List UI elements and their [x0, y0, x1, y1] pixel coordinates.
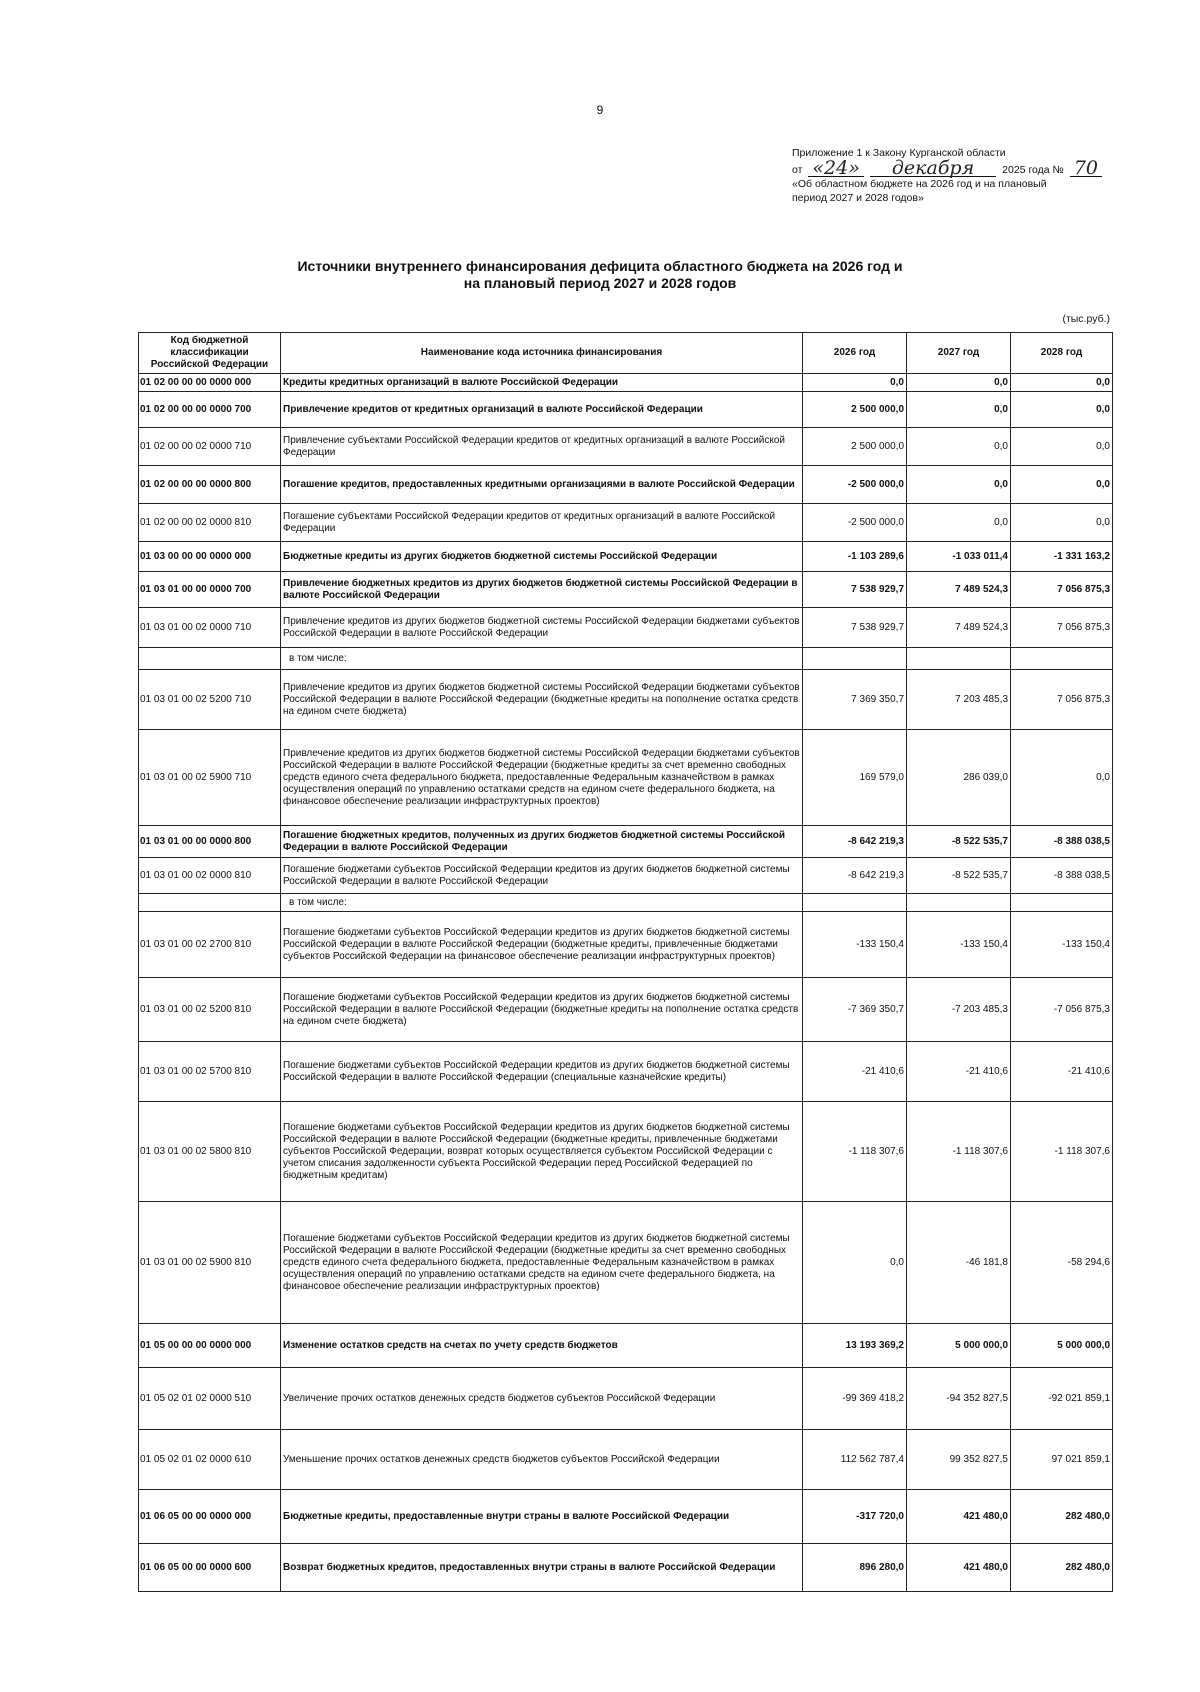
row-name: Изменение остатков средств на счетах по учету средств бюджетов [281, 1324, 803, 1368]
row-2026: -2 500 000,0 [803, 466, 907, 504]
row-code: 01 03 01 00 02 5200 710 [139, 670, 281, 730]
row-2028: -1 331 163,2 [1011, 542, 1113, 572]
row-2028 [1011, 894, 1113, 912]
row-code: 01 03 01 00 02 5900 810 [139, 1202, 281, 1324]
header-2027: 2027 год [907, 333, 1011, 374]
row-name: Кредиты кредитных организаций в валюте Российской Федерации [281, 374, 803, 392]
row-2027: -7 203 485,3 [907, 978, 1011, 1042]
row-name: Погашение бюджетами субъектов Российской Федерации кредитов из других бюджетов бюджетной системы Российской Федерации в валюте Российской Федерации (бюджетные кредиты, привлеченные бюджетами субъектов Российской Федерации на финансовое обеспечение реализации инфраструктурных проектов) [281, 912, 803, 978]
table-row [139, 1324, 1113, 1368]
row-code: 01 03 01 00 02 2700 810 [139, 912, 281, 978]
row-2028: 282 480,0 [1011, 1544, 1113, 1592]
row-2028 [1011, 648, 1113, 670]
row-code: 01 02 00 00 02 0000 710 [139, 428, 281, 466]
table-row [139, 1430, 1113, 1490]
table-row [139, 1202, 1113, 1324]
table-row [139, 1042, 1113, 1102]
row-2028: -8 388 038,5 [1011, 858, 1113, 894]
appendix-line-1: Приложение 1 к Закону Курганской области [792, 147, 1006, 159]
row-2026: -2 500 000,0 [803, 504, 907, 542]
table-row [139, 912, 1113, 978]
row-name: Привлечение кредитов от кредитных организаций в валюте Российской Федерации [281, 392, 803, 428]
row-2027: -1 118 307,6 [907, 1102, 1011, 1202]
row-2026 [803, 648, 907, 670]
row-2028: 0,0 [1011, 374, 1113, 392]
row-2027: 7 489 524,3 [907, 608, 1011, 648]
row-code: 01 03 01 00 02 5800 810 [139, 1102, 281, 1202]
row-name: Погашение кредитов, предоставленных кредитными организациями в валюте Российской Федерации [281, 466, 803, 504]
table-row [139, 542, 1113, 572]
row-name: Погашение бюджетных кредитов, полученных из других бюджетов бюджетной системы Российской Федерации в валюте Российской Федерации [281, 826, 803, 858]
row-2028: -133 150,4 [1011, 912, 1113, 978]
row-2026: -8 642 219,3 [803, 858, 907, 894]
table-row [139, 608, 1113, 648]
appendix-line-4: период 2027 и 2028 годов» [792, 192, 924, 204]
row-2027: 0,0 [907, 504, 1011, 542]
row-code: 01 03 01 00 00 0000 800 [139, 826, 281, 858]
row-2027: -46 181,8 [907, 1202, 1011, 1324]
row-2027: 0,0 [907, 428, 1011, 466]
row-2027 [907, 894, 1011, 912]
row-name: Привлечение кредитов из других бюджетов бюджетной системы Российской Федерации бюджетами субъектов Российской Федерации в валюте Российской Федерации (бюджетные кредиты за счет временно свободных средств единого счета федерального бюджета, предоставленные Федеральным казначейством в рамках осуществления операций по управлению остатками средств на едином счете федерального бюджета, на финансовое обеспечение реализации инфраструктурных проектов) [281, 730, 803, 826]
row-2026: 13 193 369,2 [803, 1324, 907, 1368]
header-code: Код бюджетной классификации Российской Федерации [139, 333, 281, 374]
row-2027: -1 033 011,4 [907, 542, 1011, 572]
row-name: Привлечение кредитов из других бюджетов бюджетной системы Российской Федерации бюджетами субъектов Российской Федерации в валюте Российской Федерации [281, 608, 803, 648]
table-row [139, 504, 1113, 542]
row-2028: -21 410,6 [1011, 1042, 1113, 1102]
row-name: Погашение бюджетами субъектов Российской Федерации кредитов из других бюджетов бюджетной системы Российской Федерации в валюте Российской Федерации [281, 858, 803, 894]
row-2027: 99 352 827,5 [907, 1430, 1011, 1490]
row-2028: 0,0 [1011, 392, 1113, 428]
row-2026: 7 538 929,7 [803, 608, 907, 648]
row-code [139, 894, 281, 912]
row-2026: -7 369 350,7 [803, 978, 907, 1042]
row-code: 01 06 05 00 00 0000 600 [139, 1544, 281, 1592]
row-2027: -8 522 535,7 [907, 826, 1011, 858]
row-name: в том числе: [281, 894, 803, 912]
table-row [139, 392, 1113, 428]
row-name: Погашение бюджетами субъектов Российской Федерации кредитов из других бюджетов бюджетной системы Российской Федерации в валюте Российской Федерации (бюджетные кредиты за счет временно свободных средств единого счета федерального бюджета, предоставленные Федеральным казначейством в рамках осуществления операций по управлению остатками средств на едином счете федерального бюджета, на финансовое обеспечение реализации инфраструктурных проектов) [281, 1202, 803, 1324]
handwritten-day: «24» [808, 160, 863, 177]
row-2028: 7 056 875,3 [1011, 608, 1113, 648]
row-2028: 0,0 [1011, 504, 1113, 542]
row-2026: 7 538 929,7 [803, 572, 907, 608]
row-2028: 282 480,0 [1011, 1490, 1113, 1544]
row-name: Погашение бюджетами субъектов Российской Федерации кредитов из других бюджетов бюджетной системы Российской Федерации в валюте Российской Федерации (бюджетные кредиты, привлеченные бюджетами субъектов Российской Федерации, возврат которых осуществляется субъектом Российской Федерации с учетом списания задолженности субъекта Российской Федерации перед Российской Федерацией по бюджетным кредитам) [281, 1102, 803, 1202]
row-2026: -133 150,4 [803, 912, 907, 978]
row-2026: 896 280,0 [803, 1544, 907, 1592]
row-code: 01 02 00 00 02 0000 810 [139, 504, 281, 542]
row-2027: 7 489 524,3 [907, 572, 1011, 608]
table-row [139, 374, 1113, 392]
title-line-2: на плановый период 2027 и 2028 годов [463, 275, 737, 291]
table-row [139, 978, 1113, 1042]
table-row [139, 826, 1113, 858]
row-2028: 0,0 [1011, 730, 1113, 826]
row-2026: -317 720,0 [803, 1490, 907, 1544]
table-row [139, 730, 1113, 826]
row-2027: 421 480,0 [907, 1490, 1011, 1544]
row-name: Уменьшение прочих остатков денежных средств бюджетов субъектов Российской Федерации [281, 1430, 803, 1490]
row-2028: -1 118 307,6 [1011, 1102, 1113, 1202]
units-label: (тыс.руб.) [1062, 313, 1110, 325]
row-2026: -21 410,6 [803, 1042, 907, 1102]
row-name: Привлечение бюджетных кредитов из других бюджетов бюджетной системы Российской Федерации в валюте Российской Федерации [281, 572, 803, 608]
row-2028: 7 056 875,3 [1011, 572, 1113, 608]
row-2026: -1 118 307,6 [803, 1102, 907, 1202]
row-code: 01 02 00 00 00 0000 000 [139, 374, 281, 392]
row-2027: -8 522 535,7 [907, 858, 1011, 894]
row-2028: -8 388 038,5 [1011, 826, 1113, 858]
row-code: 01 06 05 00 00 0000 000 [139, 1490, 281, 1544]
row-2028: -7 056 875,3 [1011, 978, 1113, 1042]
row-2027: 0,0 [907, 374, 1011, 392]
row-2026: 7 369 350,7 [803, 670, 907, 730]
table-row [139, 858, 1113, 894]
row-2026: -1 103 289,6 [803, 542, 907, 572]
header-2028: 2028 год [1011, 333, 1113, 374]
row-2026: 2 500 000,0 [803, 428, 907, 466]
row-2027: 0,0 [907, 466, 1011, 504]
appendix-date-line [792, 157, 1152, 179]
row-2028: 5 000 000,0 [1011, 1324, 1113, 1368]
row-code: 01 03 00 00 00 0000 000 [139, 542, 281, 572]
row-name: Погашение бюджетами субъектов Российской Федерации кредитов из других бюджетов бюджетной системы Российской Федерации в валюте Российской Федерации (специальные казначейские кредиты) [281, 1042, 803, 1102]
appendix-year: 2025 года № [1002, 164, 1064, 176]
table-row [139, 670, 1113, 730]
row-2027: -94 352 827,5 [907, 1368, 1011, 1430]
row-2026: 112 562 787,4 [803, 1430, 907, 1490]
table-row [139, 572, 1113, 608]
title-line-1: Источники внутреннего финансирования дефицита областного бюджета на 2026 год и [297, 258, 903, 274]
row-2026: 0,0 [803, 1202, 907, 1324]
row-2028: 0,0 [1011, 428, 1113, 466]
table-row-including [139, 894, 1113, 912]
appendix-header [792, 146, 1152, 205]
row-2026: 169 579,0 [803, 730, 907, 826]
row-2028: 0,0 [1011, 466, 1113, 504]
row-name: Привлечение кредитов из других бюджетов бюджетной системы Российской Федерации бюджетами субъектов Российской Федерации в валюте Российской Федерации (бюджетные кредиты на пополнение остатка средств на едином счете бюджета) [281, 670, 803, 730]
row-2027: 5 000 000,0 [907, 1324, 1011, 1368]
table-row [139, 1368, 1113, 1430]
row-2028: -92 021 859,1 [1011, 1368, 1113, 1430]
row-name: Бюджетные кредиты из других бюджетов бюджетной системы Российской Федерации [281, 542, 803, 572]
table-row [139, 428, 1113, 466]
row-code: 01 02 00 00 00 0000 800 [139, 466, 281, 504]
page-number: 9 [596, 103, 604, 117]
table-row-including [139, 648, 1113, 670]
row-2026 [803, 894, 907, 912]
appendix-line-3: «Об областном бюджете на 2026 год и на плановый [792, 178, 1047, 190]
row-2027: 421 480,0 [907, 1544, 1011, 1592]
row-code [139, 648, 281, 670]
row-code: 01 03 01 00 00 0000 700 [139, 572, 281, 608]
row-name: Погашение бюджетами субъектов Российской Федерации кредитов из других бюджетов бюджетной системы Российской Федерации в валюте Российской Федерации (бюджетные кредиты на пополнение остатка средств на едином счете бюджета) [281, 978, 803, 1042]
row-code: 01 03 01 00 02 0000 710 [139, 608, 281, 648]
document-title [160, 258, 1040, 292]
row-2026: 2 500 000,0 [803, 392, 907, 428]
row-name: Увеличение прочих остатков денежных средств бюджетов субъектов Российской Федерации [281, 1368, 803, 1430]
row-2027 [907, 648, 1011, 670]
row-2027: -21 410,6 [907, 1042, 1011, 1102]
row-2028: 97 021 859,1 [1011, 1430, 1113, 1490]
row-2026: -99 369 418,2 [803, 1368, 907, 1430]
table-row [139, 1102, 1113, 1202]
row-code: 01 05 00 00 00 0000 000 [139, 1324, 281, 1368]
row-name: Бюджетные кредиты, предоставленные внутри страны в валюте Российской Федерации [281, 1490, 803, 1544]
header-name: Наименование кода источника финансирования [281, 333, 803, 374]
row-code: 01 05 02 01 02 0000 610 [139, 1430, 281, 1490]
table-header-row [139, 333, 1113, 374]
row-name: Погашение субъектами Российской Федерации кредитов от кредитных организаций в валюте Российской Федерации [281, 504, 803, 542]
row-2027: 0,0 [907, 392, 1011, 428]
row-code: 01 03 01 00 02 0000 810 [139, 858, 281, 894]
row-2028: -58 294,6 [1011, 1202, 1113, 1324]
financing-sources-table [138, 332, 1113, 1592]
row-name: в том числе: [281, 648, 803, 670]
row-name: Привлечение субъектами Российской Федерации кредитов от кредитных организаций в валюте Российской Федерации [281, 428, 803, 466]
row-code: 01 03 01 00 02 5700 810 [139, 1042, 281, 1102]
row-2028: 7 056 875,3 [1011, 670, 1113, 730]
table-row [139, 1544, 1113, 1592]
row-code: 01 03 01 00 02 5200 810 [139, 978, 281, 1042]
row-code: 01 05 02 01 02 0000 510 [139, 1368, 281, 1430]
row-name: Возврат бюджетных кредитов, предоставленных внутри страны в валюте Российской Федерации [281, 1544, 803, 1592]
handwritten-month: декабря [870, 160, 996, 177]
row-2026: -8 642 219,3 [803, 826, 907, 858]
header-2026: 2026 год [803, 333, 907, 374]
handwritten-number: 70 [1070, 160, 1102, 177]
row-2027: 286 039,0 [907, 730, 1011, 826]
appendix-from: от [792, 164, 803, 176]
row-2027: 7 203 485,3 [907, 670, 1011, 730]
row-2027: -133 150,4 [907, 912, 1011, 978]
table-row [139, 1490, 1113, 1544]
row-2026: 0,0 [803, 374, 907, 392]
table-row [139, 466, 1113, 504]
row-code: 01 03 01 00 02 5900 710 [139, 730, 281, 826]
row-code: 01 02 00 00 00 0000 700 [139, 392, 281, 428]
